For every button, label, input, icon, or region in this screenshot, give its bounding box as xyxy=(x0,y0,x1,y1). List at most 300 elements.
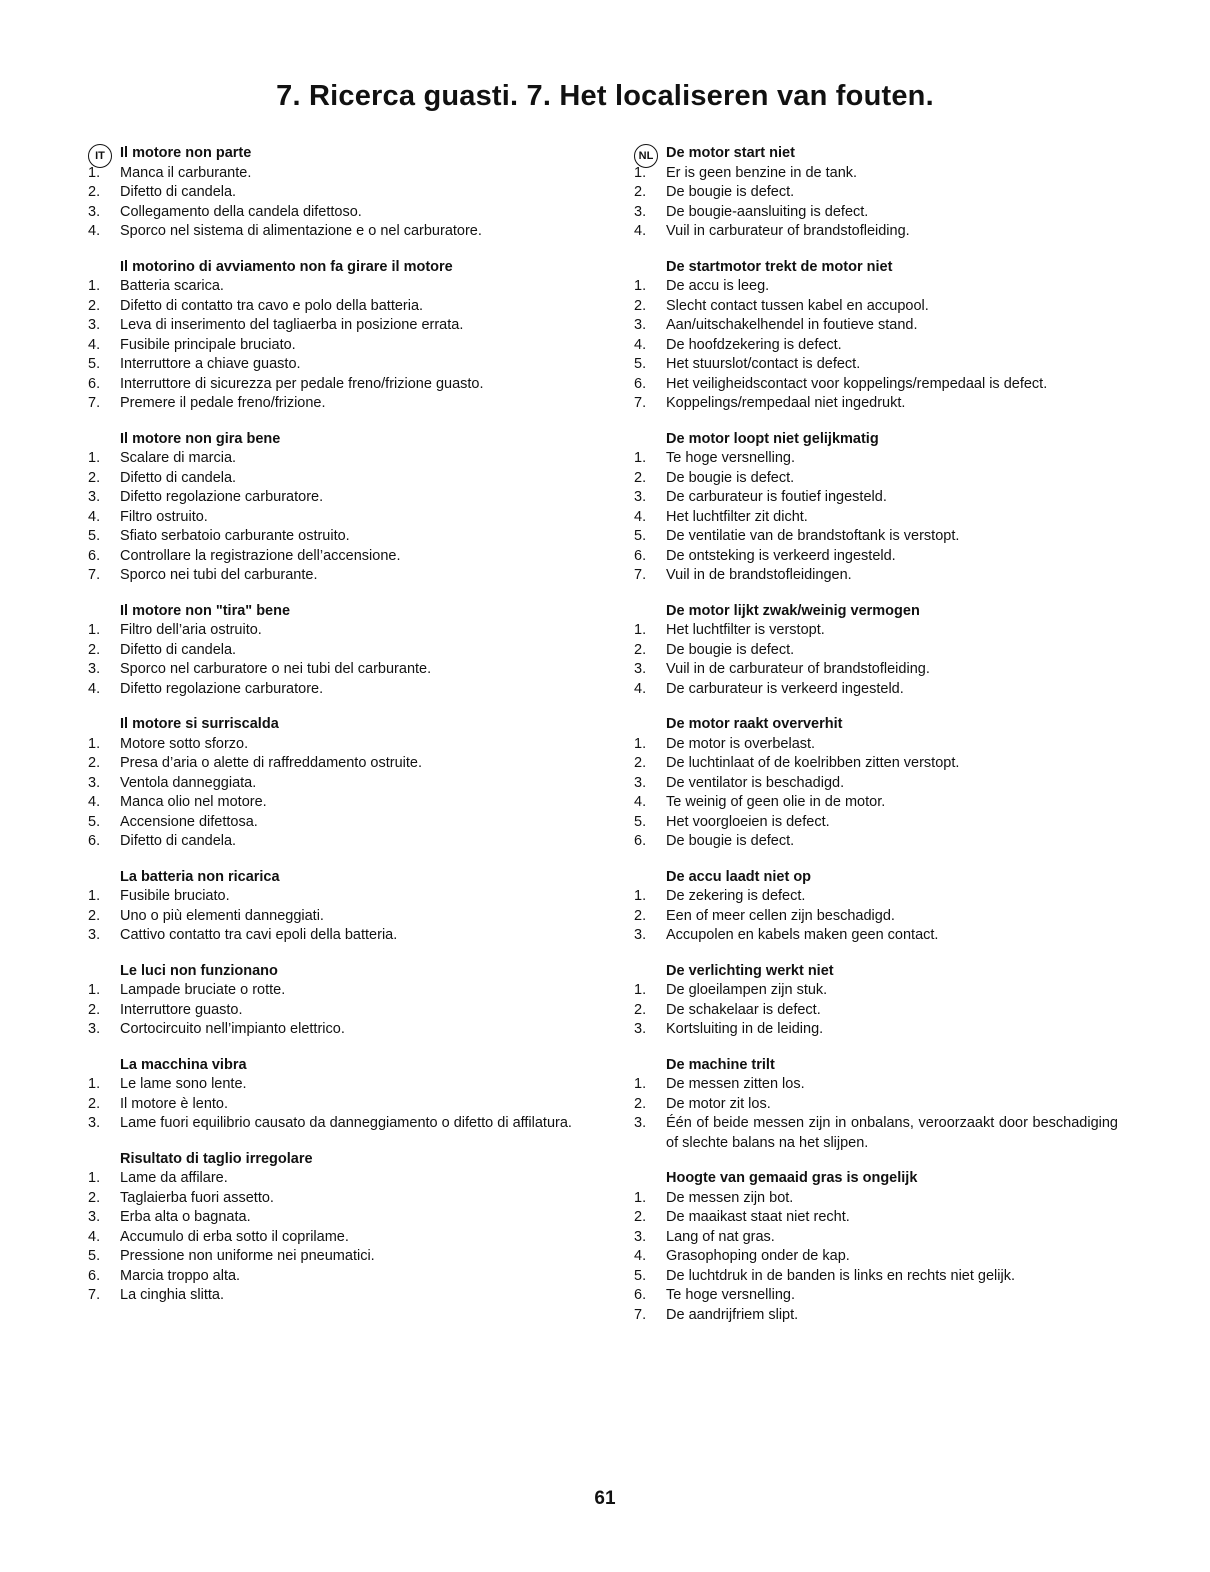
item-text: Difetto di candela. xyxy=(120,641,237,658)
page-number: 61 xyxy=(594,1488,616,1509)
section-title: La batteria non ricarica xyxy=(120,868,280,885)
section-title: De motor start niet xyxy=(666,145,795,161)
item-text: La cinghia slitta. xyxy=(120,1287,224,1303)
section-title: La macchina vibra xyxy=(120,1056,247,1073)
list-item xyxy=(634,375,1118,395)
item-number: 2. xyxy=(88,1001,101,1018)
item-number: 2. xyxy=(634,1095,647,1112)
item-text: De bougie is defect. xyxy=(666,641,795,658)
list-item xyxy=(88,1169,582,1189)
list-item xyxy=(88,1247,582,1267)
item-text: Difetto di candela. xyxy=(120,833,237,849)
list-item xyxy=(634,394,1118,414)
item-number: 1. xyxy=(88,888,101,904)
list-item xyxy=(634,297,1118,317)
item-text: De messen zijn bot. xyxy=(666,1189,794,1206)
section-title: Il motorino di avviamento non fa girare il motore xyxy=(120,258,453,275)
item-text: Batteria scarica. xyxy=(120,278,224,294)
item-text: Difetto regolazione carburatore. xyxy=(120,489,324,505)
item-number: 4. xyxy=(634,223,647,239)
item-text: Accumulo di erba sotto il coprilame. xyxy=(120,1228,349,1245)
item-text: Het luchtfilter zit dicht. xyxy=(666,508,808,525)
item-number: 2. xyxy=(634,297,647,314)
list-item xyxy=(634,735,1118,755)
section-title: Il motore si surriscalda xyxy=(120,716,279,732)
troubleshoot-section xyxy=(634,602,1118,700)
item-number: 1. xyxy=(88,164,101,181)
page-title: 7. Ricerca guasti. 7. Het localiseren van fouten. xyxy=(276,80,934,112)
list-item xyxy=(88,277,582,297)
list-item xyxy=(88,355,582,375)
list-item xyxy=(88,297,582,317)
item-number: 4. xyxy=(634,680,647,697)
item-text: De schakelaar is defect. xyxy=(666,1001,821,1018)
item-text: Te hoge versnelling. xyxy=(666,1287,795,1303)
item-text: Accensione difettosa. xyxy=(120,813,258,830)
cause-list xyxy=(634,277,1118,414)
item-text: Manca olio nel motore. xyxy=(120,794,267,810)
list-item xyxy=(88,222,582,242)
item-number: 4. xyxy=(88,508,101,525)
item-number: 2. xyxy=(634,184,647,200)
item-text: Aan/uitschakelhendel in foutieve stand. xyxy=(666,317,918,333)
cause-list xyxy=(88,621,582,699)
section-title: Le luci non funzionano xyxy=(120,962,278,979)
troubleshoot-section xyxy=(634,1056,1118,1154)
item-number: 2. xyxy=(88,907,101,924)
sections-it xyxy=(88,144,582,1306)
item-number: 1. xyxy=(88,622,101,638)
list-item xyxy=(88,449,582,469)
item-text: De carburateur is foutief ingesteld. xyxy=(666,489,887,505)
list-item xyxy=(88,1228,582,1248)
item-text: Taglaierba fuori assetto. xyxy=(120,1189,274,1206)
list-item xyxy=(634,527,1118,547)
item-number: 7. xyxy=(88,395,101,411)
item-number: 2. xyxy=(88,297,101,314)
troubleshoot-section xyxy=(634,962,1118,1040)
item-number: 6. xyxy=(88,375,101,392)
troubleshoot-section xyxy=(88,1150,582,1306)
item-text: Koppelings/rempedaal niet ingedrukt. xyxy=(666,395,906,411)
cause-list xyxy=(88,449,582,586)
item-text: Vuil in carburateur of brandstofleiding. xyxy=(666,223,910,239)
list-item xyxy=(88,926,582,946)
section-title: Hoogte van gemaaid gras is ongelijk xyxy=(666,1170,918,1186)
list-item xyxy=(634,1001,1118,1021)
item-number: 6. xyxy=(634,833,647,849)
list-item xyxy=(634,660,1118,680)
list-item xyxy=(634,1095,1118,1115)
list-item xyxy=(88,660,582,680)
item-text: De zekering is defect. xyxy=(666,888,806,904)
sections-nl xyxy=(634,144,1118,1325)
list-item xyxy=(634,1208,1118,1228)
item-text: Interruttore a chiave guasto. xyxy=(120,356,301,372)
item-number: 3. xyxy=(634,927,647,943)
item-text: De aandrijfriem slipt. xyxy=(666,1306,799,1323)
item-number: 2. xyxy=(88,641,101,658)
list-item xyxy=(634,1075,1118,1095)
cause-list xyxy=(634,1189,1118,1326)
troubleshoot-section xyxy=(88,430,582,586)
item-number: 4. xyxy=(88,1228,101,1245)
item-text: Cortocircuito nell’impianto elettrico. xyxy=(120,1021,345,1037)
item-text: De motor zit los. xyxy=(666,1095,771,1112)
item-number: 1. xyxy=(88,278,101,294)
item-text: De gloeilampen zijn stuk. xyxy=(666,982,828,998)
list-item xyxy=(88,887,582,907)
list-item xyxy=(88,1095,582,1115)
item-number: 3. xyxy=(88,661,101,677)
item-text: Te weinig of geen olie in de motor. xyxy=(666,794,886,810)
item-text: De luchtinlaat of de koelribben zitten verstopt. xyxy=(666,755,960,771)
item-text: Motore sotto sforzo. xyxy=(120,735,249,752)
list-item xyxy=(634,1228,1118,1248)
item-number: 2. xyxy=(88,469,101,486)
item-number: 2. xyxy=(88,1189,101,1206)
section-title: De machine trilt xyxy=(666,1056,775,1073)
item-number: 4. xyxy=(634,794,647,810)
item-number: 2. xyxy=(634,1209,647,1225)
item-text: Difetto regolazione carburatore. xyxy=(120,680,324,697)
section-title: De accu laadt niet op xyxy=(666,868,812,885)
section-title: Risultato di taglio irregolare xyxy=(120,1150,313,1167)
item-text: Controllare la registrazione dell’accensione. xyxy=(120,547,401,564)
item-number: 3. xyxy=(634,1228,647,1245)
list-item xyxy=(634,1114,1118,1153)
item-text: Lampade bruciate o rotte. xyxy=(120,982,286,998)
item-number: 3. xyxy=(634,489,647,505)
section-title: Il motore non "tira" bene xyxy=(120,602,291,619)
item-number: 7. xyxy=(88,567,101,583)
item-text: Le lame sono lente. xyxy=(120,1076,247,1092)
cause-list xyxy=(88,1075,582,1134)
list-item xyxy=(634,793,1118,813)
cause-list xyxy=(88,277,582,414)
list-item xyxy=(634,1189,1118,1209)
troubleshoot-section xyxy=(88,258,582,414)
list-item xyxy=(88,547,582,567)
list-item xyxy=(634,508,1118,528)
item-text: Sporco nel carburatore o nei tubi del carburante. xyxy=(120,661,432,677)
troubleshoot-section xyxy=(634,715,1118,852)
list-item xyxy=(88,566,582,586)
item-number: 3. xyxy=(88,317,101,333)
list-item xyxy=(634,832,1118,852)
item-text: Vuil in de carburateur of brandstofleiding. xyxy=(666,661,930,677)
list-item xyxy=(634,1286,1118,1306)
item-text: De maaikast staat niet recht. xyxy=(666,1209,850,1225)
item-text: Het luchtfilter is verstopt. xyxy=(666,622,825,638)
item-number: 3. xyxy=(88,203,101,220)
item-text: Fusibile principale bruciato. xyxy=(120,336,296,353)
list-item xyxy=(88,641,582,661)
item-text: Een of meer cellen zijn beschadigd. xyxy=(666,907,895,924)
item-number: 3. xyxy=(88,1021,101,1037)
item-text: Het stuurslot/contact is defect. xyxy=(666,356,861,372)
item-text: Ventola danneggiata. xyxy=(120,774,257,791)
list-item xyxy=(634,621,1118,641)
list-item xyxy=(88,1114,582,1134)
item-number: 1. xyxy=(88,735,101,752)
item-number: 5. xyxy=(88,528,101,544)
item-number: 3. xyxy=(88,1115,101,1131)
item-number: 2. xyxy=(88,184,101,200)
section-title: De motor lijkt zwak/weinig vermogen xyxy=(666,602,920,619)
item-text: Het veiligheidscontact voor koppelings/rempedaal is defect. xyxy=(666,375,1048,392)
item-number: 1. xyxy=(634,622,647,638)
item-number: 4. xyxy=(634,508,647,525)
item-text: Lame fuori equilibrio causato da danneggiamento o difetto di affilatura. xyxy=(120,1115,572,1131)
item-number: 1. xyxy=(634,1076,647,1092)
cause-list xyxy=(634,981,1118,1040)
item-number: 1. xyxy=(634,735,647,752)
list-item xyxy=(634,316,1118,336)
list-item xyxy=(88,981,582,1001)
item-text: Il motore è lento. xyxy=(120,1095,228,1112)
section-title: De motor loopt niet gelijkmatig xyxy=(666,430,879,447)
troubleshoot-section xyxy=(634,1169,1118,1325)
item-text: De bougie is defect. xyxy=(666,469,795,486)
troubleshoot-section xyxy=(88,962,582,1040)
language-badge-it: IT xyxy=(88,144,112,168)
item-text: Collegamento della candela difettoso. xyxy=(120,203,362,220)
item-number: 4. xyxy=(634,336,647,353)
item-text: Premere il pedale freno/frizione. xyxy=(120,395,326,411)
item-number: 3. xyxy=(634,1115,647,1131)
cause-list xyxy=(634,735,1118,852)
item-number: 3. xyxy=(634,317,647,333)
troubleshoot-section xyxy=(634,868,1118,946)
troubleshoot-section xyxy=(634,258,1118,414)
item-number: 4. xyxy=(88,680,101,697)
cause-list xyxy=(634,621,1118,699)
list-item xyxy=(634,774,1118,794)
item-text: Fusibile bruciato. xyxy=(120,888,230,904)
item-text: De luchtdruk in de banden is links en rechts niet gelijk. xyxy=(666,1267,1015,1284)
list-item xyxy=(634,222,1118,242)
item-text: Één of beide messen zijn in onbalans, veroorzaakt door beschadiging of slechte balans na het slijpen. xyxy=(666,1115,1118,1151)
item-text: De messen zitten los. xyxy=(666,1076,805,1092)
cause-list xyxy=(88,1169,582,1306)
item-number: 5. xyxy=(88,813,101,830)
list-item xyxy=(634,469,1118,489)
item-text: Uno o più elementi danneggiati. xyxy=(120,907,324,924)
item-text: Scalare di marcia. xyxy=(120,450,237,466)
list-item xyxy=(88,813,582,833)
item-text: Filtro dell’aria ostruito. xyxy=(120,622,262,638)
list-item xyxy=(88,527,582,547)
list-item xyxy=(634,547,1118,567)
list-item xyxy=(88,164,582,184)
item-number: 4. xyxy=(88,336,101,353)
item-text: Vuil in de brandstofleidingen. xyxy=(666,567,852,583)
item-number: 1. xyxy=(634,164,647,181)
list-item xyxy=(88,203,582,223)
item-number: 3. xyxy=(88,927,101,943)
item-text: Manca il carburante. xyxy=(120,164,252,181)
list-item xyxy=(634,754,1118,774)
item-text: De ventilator is beschadigd. xyxy=(666,774,845,791)
list-item xyxy=(88,621,582,641)
troubleshoot-section xyxy=(88,602,582,700)
cause-list xyxy=(634,164,1118,242)
list-item xyxy=(88,183,582,203)
item-number: 2. xyxy=(634,641,647,658)
cause-list xyxy=(88,735,582,852)
list-item xyxy=(88,754,582,774)
list-item xyxy=(88,793,582,813)
item-number: 3. xyxy=(88,489,101,505)
list-item xyxy=(634,1020,1118,1040)
item-text: Filtro ostruito. xyxy=(120,508,208,525)
list-item xyxy=(634,566,1118,586)
list-item xyxy=(634,277,1118,297)
item-text: Kortsluiting in de leiding. xyxy=(666,1021,824,1037)
list-item xyxy=(88,1267,582,1287)
item-text: Sfiato serbatoio carburante ostruito. xyxy=(120,528,350,544)
item-text: Leva di inserimento del tagliaerba in posizione errata. xyxy=(120,317,464,333)
item-text: Difetto di candela. xyxy=(120,184,237,200)
list-item xyxy=(634,680,1118,700)
item-number: 7. xyxy=(634,395,647,411)
item-text: Cattivo contatto tra cavi epoli della batteria. xyxy=(120,927,398,943)
list-item xyxy=(88,508,582,528)
item-number: 5. xyxy=(634,813,647,830)
item-text: Marcia troppo alta. xyxy=(120,1267,241,1284)
list-item xyxy=(634,203,1118,223)
list-item xyxy=(88,907,582,927)
item-number: 7. xyxy=(88,1287,101,1303)
item-number: 2. xyxy=(634,469,647,486)
list-item xyxy=(88,375,582,395)
list-item xyxy=(88,336,582,356)
item-text: Accupolen en kabels maken geen contact. xyxy=(666,927,939,943)
list-item xyxy=(88,469,582,489)
item-number: 1. xyxy=(634,888,647,904)
section-title: De startmotor trekt de motor niet xyxy=(666,258,893,275)
item-text: Het voorgloeien is defect. xyxy=(666,813,830,830)
list-item xyxy=(634,813,1118,833)
item-number: 5. xyxy=(634,528,647,544)
item-text: De hoofdzekering is defect. xyxy=(666,336,842,353)
list-item xyxy=(88,1286,582,1306)
item-number: 2. xyxy=(634,1001,647,1018)
list-item xyxy=(88,832,582,852)
item-number: 2. xyxy=(634,755,647,771)
cause-list xyxy=(634,887,1118,946)
item-text: Lame da affilare. xyxy=(120,1170,228,1186)
cause-list xyxy=(634,449,1118,586)
item-number: 4. xyxy=(88,794,101,810)
item-number: 1. xyxy=(88,982,101,998)
item-text: Difetto di candela. xyxy=(120,469,237,486)
troubleshoot-section xyxy=(88,1056,582,1134)
list-item xyxy=(634,641,1118,661)
column-dutch xyxy=(634,144,1118,1341)
list-item xyxy=(88,316,582,336)
item-number: 3. xyxy=(634,1021,647,1037)
item-number: 1. xyxy=(88,450,101,466)
item-text: De accu is leeg. xyxy=(666,278,770,294)
section-title: Il motore non parte xyxy=(120,145,252,161)
list-item xyxy=(88,488,582,508)
item-text: De carburateur is verkeerd ingesteld. xyxy=(666,680,904,697)
list-item xyxy=(88,774,582,794)
item-number: 3. xyxy=(634,661,647,677)
list-item xyxy=(634,981,1118,1001)
list-item xyxy=(88,1189,582,1209)
item-number: 2. xyxy=(88,1095,101,1112)
item-text: De bougie-aansluiting is defect. xyxy=(666,203,869,220)
item-number: 5. xyxy=(634,356,647,372)
cause-list xyxy=(634,1075,1118,1153)
list-item xyxy=(88,735,582,755)
item-number: 1. xyxy=(88,1170,101,1186)
item-text: Presa d’aria o alette di raffreddamento ostruite. xyxy=(120,755,422,771)
cause-list xyxy=(88,981,582,1040)
item-number: 6. xyxy=(88,833,101,849)
list-item xyxy=(634,926,1118,946)
list-item xyxy=(634,488,1118,508)
item-number: 3. xyxy=(634,203,647,220)
item-number: 6. xyxy=(634,1287,647,1303)
item-text: Interruttore guasto. xyxy=(120,1001,243,1018)
item-text: Te hoge versnelling. xyxy=(666,450,795,466)
item-number: 6. xyxy=(88,547,101,564)
list-item xyxy=(88,680,582,700)
item-number: 1. xyxy=(634,278,647,294)
section-title: De motor raakt oververhit xyxy=(666,716,843,732)
item-text: Lang of nat gras. xyxy=(666,1228,775,1245)
troubleshoot-section xyxy=(88,868,582,946)
section-title: De verlichting werkt niet xyxy=(666,962,834,979)
item-number: 2. xyxy=(88,755,101,771)
list-item xyxy=(88,394,582,414)
item-number: 3. xyxy=(88,774,101,791)
list-item xyxy=(634,164,1118,184)
section-title: Il motore non gira bene xyxy=(120,430,281,447)
item-number: 6. xyxy=(634,547,647,564)
troubleshoot-section xyxy=(88,715,582,852)
item-number: 3. xyxy=(88,1209,101,1225)
item-number: 5. xyxy=(88,1248,101,1264)
list-item xyxy=(88,1075,582,1095)
list-item xyxy=(634,336,1118,356)
item-text: Difetto di contatto tra cavo e polo della batteria. xyxy=(120,297,424,314)
list-item xyxy=(88,1020,582,1040)
list-item xyxy=(634,355,1118,375)
item-number: 3. xyxy=(634,774,647,791)
list-item xyxy=(634,1306,1118,1326)
item-text: De motor is overbelast. xyxy=(666,735,816,752)
language-badge-nl: NL xyxy=(634,144,658,168)
list-item xyxy=(634,1267,1118,1287)
list-item xyxy=(634,887,1118,907)
list-item xyxy=(634,183,1118,203)
list-item xyxy=(88,1208,582,1228)
column-italian xyxy=(88,144,582,1322)
cause-list xyxy=(88,887,582,946)
item-number: 7. xyxy=(634,1306,647,1323)
troubleshoot-section xyxy=(634,430,1118,586)
item-text: Er is geen benzine in de tank. xyxy=(666,164,858,181)
item-number: 4. xyxy=(88,223,101,239)
list-item xyxy=(634,1247,1118,1267)
item-text: Sporco nel sistema di alimentazione e o nel carburatore. xyxy=(120,223,482,239)
item-text: De bougie is defect. xyxy=(666,833,795,849)
